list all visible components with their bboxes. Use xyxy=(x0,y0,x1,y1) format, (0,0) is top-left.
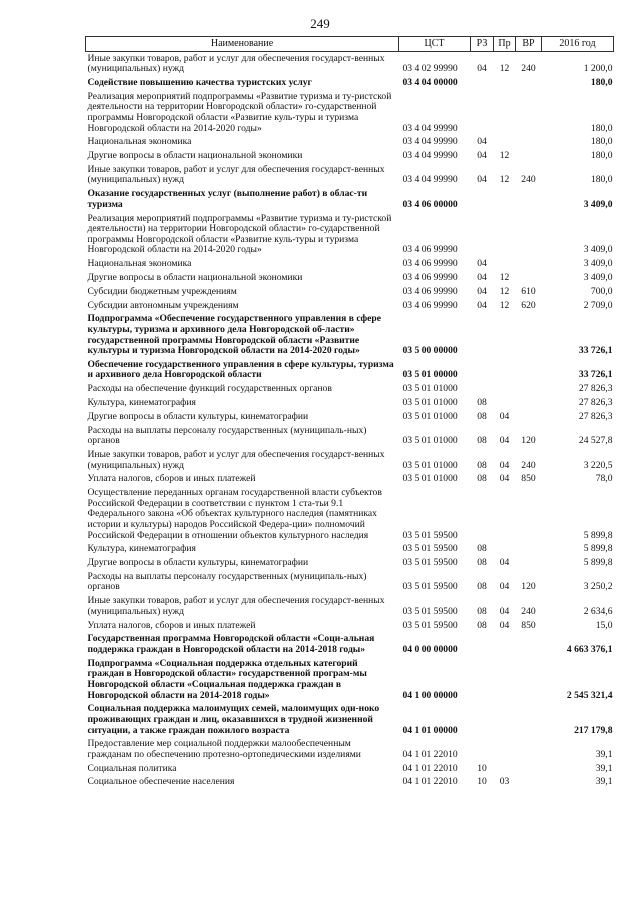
row-name: Подпрограмма «Социальная поддержка отдельных категорий граждан в Новгородской области» государственной програм-мы Новгородской области «Социальная поддержка граждан в Новгородской области на 2014-2018 годы» xyxy=(87,657,367,701)
row-name: Национальная экономика xyxy=(87,258,192,270)
row-sum: 39,1 xyxy=(595,762,613,774)
row-cst: 03 5 01 01000 xyxy=(402,383,458,395)
row-vr: 240 xyxy=(521,605,536,617)
row-vr xyxy=(516,358,542,382)
row-cst: 03 4 06 99990 xyxy=(402,299,458,311)
row-name: Иные закупки товаров, работ и услуг для обеспечения государст-венных (муниципальных) нужд xyxy=(87,595,385,617)
row-cst: 03 5 01 59500 xyxy=(402,619,458,631)
row-name: Социальное обеспечение населения xyxy=(87,776,235,788)
row-pr: 04 xyxy=(499,410,510,422)
row-pr xyxy=(494,90,516,136)
table-row xyxy=(86,570,614,594)
row-name: Подпрограмма «Обеспечение государственного управления в сфере культуры, туризма и архивного дела Новгородской об-ласти» государственной программы Новгородской области «Развитие культуры и туризма Новгородской области на 2014-2020 годы» xyxy=(87,313,381,357)
row-cst: 03 4 06 99990 xyxy=(402,258,458,270)
row-cst: 03 5 01 59500 xyxy=(402,557,458,569)
row-rz xyxy=(471,657,494,703)
row-sum: 2 709,0 xyxy=(583,299,613,311)
row-pr: 04 xyxy=(499,459,510,471)
row-cst: 03 5 01 00000 xyxy=(402,369,458,381)
row-name: Расходы на выплаты персоналу государственных (муниципаль-ных) органов xyxy=(87,424,367,447)
row-cst: 04 0 00 00000 xyxy=(402,643,458,655)
row-sum: 3 409,0 xyxy=(583,244,613,256)
row-rz: 04 xyxy=(477,271,487,283)
row-name: Расходы на обеспечение функций государственных органов xyxy=(87,383,332,395)
row-name: Реализация мероприятий подпрограммы «Развитие туризма и ту-ристской деятельности на территории Новгородской области» го-сударственной программы Новгородской области «Развитие куль-туры и туризма Новгородской области на 2014-2020 годы» xyxy=(87,90,392,134)
header-name: Наименование xyxy=(86,37,399,52)
row-name: Расходы на выплаты персоналу государственных (муниципаль-ных) органов xyxy=(87,570,367,593)
row-sum: 180,0 xyxy=(590,122,613,134)
row-rz xyxy=(471,358,494,382)
row-vr: 610 xyxy=(521,285,536,297)
row-rz: 04 xyxy=(477,285,487,297)
row-vr: 240 xyxy=(521,63,536,75)
row-sum: 3 250,2 xyxy=(583,581,613,593)
row-cst: 03 4 02 99990 xyxy=(402,63,458,75)
row-cst: 03 4 06 00000 xyxy=(402,198,458,210)
row-vr: 120 xyxy=(521,581,536,593)
header-sum: 2016 год xyxy=(542,37,614,52)
table-row xyxy=(86,285,614,299)
row-rz: 04 xyxy=(477,258,487,270)
table-row xyxy=(86,52,614,77)
row-rz: 08 xyxy=(477,543,487,555)
table-row xyxy=(86,738,614,762)
row-vr xyxy=(516,212,542,258)
budget-table xyxy=(85,36,614,790)
row-vr: 240 xyxy=(521,459,536,471)
table-row xyxy=(86,258,614,272)
row-vr: 620 xyxy=(521,299,536,311)
row-sum: 217 179,8 xyxy=(574,724,613,736)
row-pr xyxy=(494,258,516,272)
row-vr: 850 xyxy=(521,619,536,631)
row-name: Культура, кинематография xyxy=(87,397,196,409)
table-header xyxy=(86,37,614,52)
row-sum: 39,1 xyxy=(595,776,613,788)
table-row xyxy=(86,136,614,150)
row-cst: 03 5 01 01000 xyxy=(402,459,458,471)
row-rz: 04 xyxy=(477,136,487,148)
row-rz xyxy=(471,76,494,90)
row-cst: 03 5 01 59500 xyxy=(402,543,458,555)
row-rz: 10 xyxy=(477,776,487,788)
row-sum: 3 220,5 xyxy=(583,459,613,471)
header-pr: Пр xyxy=(494,37,516,52)
row-cst: 03 5 01 59500 xyxy=(402,605,458,617)
row-rz xyxy=(471,487,494,543)
row-rz: 08 xyxy=(477,459,487,471)
row-vr xyxy=(516,738,542,762)
row-vr xyxy=(516,543,542,557)
row-sum: 5 899,8 xyxy=(583,529,613,541)
row-rz: 08 xyxy=(477,557,487,569)
row-pr: 04 xyxy=(499,435,510,447)
row-vr xyxy=(516,271,542,285)
row-name: Иные закупки товаров, работ и услуг для обеспечения государст-венных (муниципальных) нужд xyxy=(87,52,385,75)
table-row xyxy=(86,90,614,136)
row-vr xyxy=(516,258,542,272)
row-pr xyxy=(494,762,516,776)
table-row xyxy=(86,271,614,285)
row-name: Другие вопросы в области культуры, кинематографии xyxy=(87,557,309,569)
row-vr xyxy=(516,150,542,164)
row-cst: 03 4 04 99990 xyxy=(402,136,458,148)
row-sum: 180,0 xyxy=(590,76,613,88)
table-row xyxy=(86,487,614,543)
row-sum: 1 200,0 xyxy=(583,63,613,75)
row-rz xyxy=(471,633,494,657)
row-vr xyxy=(516,188,542,212)
table-row xyxy=(86,313,614,359)
row-name: Уплата налогов, сборов и иных платежей xyxy=(87,619,256,631)
row-pr xyxy=(494,212,516,258)
row-vr xyxy=(516,383,542,397)
row-name: Субсидии бюджетным учреждениям xyxy=(87,285,237,297)
table-row xyxy=(86,619,614,633)
row-sum: 39,1 xyxy=(595,748,613,760)
row-sum: 15,0 xyxy=(595,619,613,631)
row-pr xyxy=(494,633,516,657)
row-sum: 3 409,0 xyxy=(583,258,613,270)
row-pr: 12 xyxy=(499,174,510,186)
row-pr: 04 xyxy=(499,581,510,593)
row-sum: 27 826,3 xyxy=(578,397,613,409)
table-row xyxy=(86,188,614,212)
table-row xyxy=(86,358,614,382)
table-row xyxy=(86,657,614,703)
row-cst: 03 5 01 01000 xyxy=(402,473,458,485)
row-pr: 04 xyxy=(499,473,510,485)
header-rz: РЗ xyxy=(471,37,494,52)
row-name: Обеспечение государственного управления в сфере культуры, туризма и архивного дела Новгородской области xyxy=(87,358,394,381)
row-sum: 33 726,1 xyxy=(578,369,613,381)
row-sum: 5 899,8 xyxy=(583,557,613,569)
row-sum: 33 726,1 xyxy=(578,345,613,357)
row-vr xyxy=(516,90,542,136)
row-pr: 12 xyxy=(499,299,510,311)
row-pr xyxy=(494,738,516,762)
row-cst: 03 4 04 99990 xyxy=(402,174,458,186)
row-name: Содействие повышению качества туристских услуг xyxy=(87,76,312,88)
table-row xyxy=(86,703,614,738)
row-cst: 03 4 04 99990 xyxy=(402,150,458,162)
row-vr xyxy=(516,776,542,790)
row-cst: 03 4 04 00000 xyxy=(402,76,458,88)
row-vr xyxy=(516,410,542,424)
row-cst: 03 4 06 99990 xyxy=(402,244,458,256)
row-vr xyxy=(516,396,542,410)
row-cst: 03 5 01 01000 xyxy=(402,397,458,409)
table-row xyxy=(86,776,614,790)
row-sum: 2 634,6 xyxy=(583,605,613,617)
row-pr xyxy=(494,136,516,150)
row-name: Другие вопросы в области национальной экономики xyxy=(87,150,303,162)
row-pr xyxy=(494,703,516,738)
row-rz xyxy=(471,188,494,212)
row-rz xyxy=(471,383,494,397)
table-row xyxy=(86,76,614,90)
row-vr xyxy=(516,762,542,776)
row-rz xyxy=(471,703,494,738)
row-sum: 4 663 376,1 xyxy=(566,643,613,655)
header-vr: ВР xyxy=(516,37,542,52)
row-rz xyxy=(471,212,494,258)
row-rz: 08 xyxy=(477,410,487,422)
row-rz: 10 xyxy=(477,762,487,774)
row-vr xyxy=(516,657,542,703)
row-cst: 04 1 01 22010 xyxy=(402,748,458,760)
row-vr xyxy=(516,313,542,359)
row-pr: 04 xyxy=(499,619,510,631)
row-rz: 08 xyxy=(477,581,487,593)
row-pr xyxy=(494,358,516,382)
row-rz: 04 xyxy=(477,174,487,186)
table-row xyxy=(86,150,614,164)
row-name: Социальная политика xyxy=(87,762,177,774)
row-pr: 12 xyxy=(499,63,510,75)
table-row xyxy=(86,410,614,424)
row-pr: 04 xyxy=(499,605,510,617)
row-sum: 180,0 xyxy=(590,150,613,162)
row-pr: 12 xyxy=(499,150,510,162)
row-name: Иные закупки товаров, работ и услуг для обеспечения государст-венных (муниципальных) нужд xyxy=(87,163,385,186)
table-row xyxy=(86,424,614,448)
table-row xyxy=(86,556,614,570)
row-cst: 03 4 04 99990 xyxy=(402,122,458,134)
row-rz: 08 xyxy=(477,435,487,447)
row-cst: 03 5 01 01000 xyxy=(402,435,458,447)
row-cst: 03 5 01 59500 xyxy=(402,581,458,593)
row-cst: 04 1 01 22010 xyxy=(402,762,458,774)
row-vr: 120 xyxy=(521,435,536,447)
row-sum: 78,0 xyxy=(595,473,613,485)
row-sum: 27 826,3 xyxy=(578,383,613,395)
row-name: Культура, кинематография xyxy=(87,543,196,555)
table-body xyxy=(86,52,614,790)
row-cst: 04 1 00 00000 xyxy=(402,689,458,701)
row-name: Реализация мероприятий подпрограммы «Развитие туризма и ту-ристской деятельности) на территории Новгородской области» го-сударственной программы Новгородской области «Развитие куль-туры и туризма Новгородской области на 2014-2020 годы» xyxy=(87,212,392,256)
table-row xyxy=(86,762,614,776)
row-rz xyxy=(471,738,494,762)
row-rz: 04 xyxy=(477,299,487,311)
row-sum: 700,0 xyxy=(590,285,613,297)
row-sum: 5 899,8 xyxy=(583,543,613,555)
row-pr xyxy=(494,396,516,410)
row-rz: 04 xyxy=(477,150,487,162)
row-rz: 08 xyxy=(477,397,487,409)
row-vr xyxy=(516,76,542,90)
row-vr: 240 xyxy=(521,174,536,186)
row-rz: 08 xyxy=(477,605,487,617)
row-name: Оказание государственных услуг (выполнение работ) в облас-ти туризма xyxy=(87,188,368,210)
row-vr xyxy=(516,136,542,150)
row-sum: 2 545 321,4 xyxy=(566,689,613,701)
row-sum: 3 409,0 xyxy=(583,271,613,283)
row-cst: 03 4 06 99990 xyxy=(402,271,458,283)
row-cst: 03 5 00 00000 xyxy=(402,345,458,357)
row-sum: 27 826,3 xyxy=(578,410,613,422)
row-cst: 03 5 01 01000 xyxy=(402,410,458,422)
table-row xyxy=(86,396,614,410)
table-row xyxy=(86,595,614,619)
row-rz xyxy=(471,90,494,136)
row-pr: 12 xyxy=(499,285,510,297)
row-rz: 08 xyxy=(477,473,487,485)
header-cst: ЦСТ xyxy=(399,37,471,52)
row-pr xyxy=(494,76,516,90)
row-rz: 08 xyxy=(477,619,487,631)
row-name: Осуществление переданных органам государственной власти субъектов Российской Федерации в соответствии с пунктом 1 ста-тьи 9.1 Федерального закона «Об объектах культурного наследия (памятниках истории и культуры) народов Российской Федера-ции» полномочий Российской Федерации в отношении объектов культурного наследия xyxy=(87,487,382,541)
row-vr: 850 xyxy=(521,473,536,485)
row-rz: 04 xyxy=(477,63,487,75)
row-vr xyxy=(516,703,542,738)
row-name: Другие вопросы в области национальной экономики xyxy=(87,271,303,283)
row-name: Государственная программа Новгородской области «Соци-альная поддержка граждан в Новгородской области на 2014-2018 годы» xyxy=(87,633,375,655)
table-row xyxy=(86,633,614,657)
row-vr xyxy=(516,556,542,570)
row-pr: 04 xyxy=(499,557,510,569)
row-vr xyxy=(516,487,542,543)
row-name: Уплата налогов, сборов и иных платежей xyxy=(87,473,256,485)
row-pr xyxy=(494,313,516,359)
row-sum: 180,0 xyxy=(590,174,613,186)
row-cst: 04 1 01 22010 xyxy=(402,776,458,788)
row-pr: 03 xyxy=(499,776,510,788)
row-pr xyxy=(494,543,516,557)
row-rz xyxy=(471,313,494,359)
row-pr: 12 xyxy=(499,271,510,283)
page-number: 249 xyxy=(310,16,330,31)
row-name: Иные закупки товаров, работ и услуг для обеспечения государст-венных (муниципальных) нужд xyxy=(87,448,385,471)
row-sum: 180,0 xyxy=(590,136,613,148)
row-vr xyxy=(516,633,542,657)
row-name: Социальная поддержка малоимущих семей, малоимущих оди-ноко проживающих граждан и лиц, оказавшихся в трудной жизненной ситуации, а также граждан пожилого возраста xyxy=(87,703,380,736)
table-row xyxy=(86,473,614,487)
row-sum: 3 409,0 xyxy=(583,198,613,210)
table-row xyxy=(86,299,614,313)
table-row xyxy=(86,543,614,557)
row-cst: 03 5 01 59500 xyxy=(402,529,458,541)
table-row xyxy=(86,383,614,397)
table-row xyxy=(86,163,614,187)
row-pr xyxy=(494,188,516,212)
row-name: Национальная экономика xyxy=(87,136,192,148)
row-name: Субсидии автономным учреждениям xyxy=(87,299,239,311)
row-name: Предоставление мер социальной поддержки малообеспеченным гражданам по обеспечению протезно-ортопедическими изделиями xyxy=(87,738,361,760)
row-pr xyxy=(494,383,516,397)
table-row xyxy=(86,212,614,258)
row-pr xyxy=(494,487,516,543)
row-sum: 24 527,8 xyxy=(578,435,613,447)
row-name: Другие вопросы в области культуры, кинематографии xyxy=(87,410,309,422)
row-pr xyxy=(494,657,516,703)
table-row xyxy=(86,448,614,472)
row-cst: 03 4 06 99990 xyxy=(402,285,458,297)
row-cst: 04 1 01 00000 xyxy=(402,724,458,736)
